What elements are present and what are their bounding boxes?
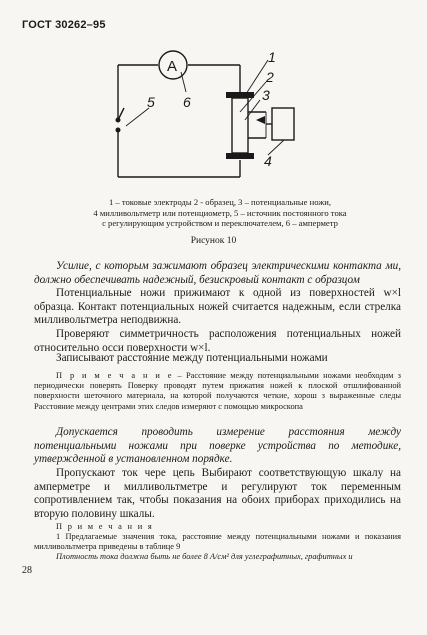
paragraph-potential-knives: Потенциальные ножи прижимают к одной из поверхностей w×l образца. Контакт потенциальных ножей считается надежным, если стрелка милливольтметра неподвижна. [34,287,401,327]
label-4: 4 [264,153,272,169]
notes-2-label: П р и м е ч а н и я [56,522,154,531]
ammeter-label: A [167,58,178,75]
label-5: 5 [147,94,155,110]
caption-line-2: 4 милливольтметр или потенциометр, 5 – источник постоянного тока [93,207,347,218]
specimen-rect [232,98,248,153]
circuit-diagram [0,40,427,200]
figure-caption [40,197,400,229]
paragraph-symmetry-check: Проверяют симметричность расположения потенциальных ножей относительно осси поверхности w×l. [34,328,401,354]
document-header: ГОСТ 30262–95 [22,19,106,31]
paragraph-verification: Допускается проводить измерение расстояния между потенциальными ножами при поверке устройства по методике, утвержденной в установленном порядке. [34,426,401,466]
label-6: 6 [183,94,191,110]
switch-contact-bottom [116,128,121,133]
notes-2-item-2: Плотность тока должна быть не более 8 А/см² для углеграфитных, графитных и [56,552,353,561]
leader-5 [126,108,149,126]
notes-2-item-1: 1 Предлагаемые значения тока, расстояние между потенциальными ножами и показания милливольтметра приведены в таблице 9 [34,532,401,552]
paragraph-clamping-force: Усилие, с которым зажимают образец электрическими контакта ми, должно обеспечивать надежный, безискровый контакт с образцом [34,260,401,286]
probe-arrow [256,116,265,124]
millivoltmeter-box [272,108,294,140]
note-1-text: – Расстояние между потенциальными ножами необходим з периодически поверять Поверку проводят путем прижатия ножей к плоской отшлифованной поверхности шеточного материала, на которой получаются четкие, хорош з выраженные следы Расстояние между центрами этих следов измеряют с помощью микроскопа [34,371,401,411]
label-3: 3 [262,87,270,103]
current-electrode-top [226,92,254,98]
note-1-label: П р и м е ч а н и е [56,371,174,380]
paragraph-record-distance: Записывают расстояние между потенциальными ножами [56,352,328,364]
label-2: 2 [266,69,274,85]
figure-title: Рисунок 10 [190,236,237,246]
caption-line-1: 1 – токовые электроды 2 - образец, 3 – потенциальные ножи, [108,197,332,207]
paragraph-pass-current: Пропускают ток чере цепь Выбирают соответствующую шкалу на амперметре и милливольтметре и регулируют ток переменным сопротивлением так, чтобы показания на обоих приборах приходились на вторую половину шкалы. [34,467,401,520]
switch-contact-top [116,118,121,123]
page-number: 28 [22,565,32,576]
current-electrode-bottom [226,153,254,159]
label-1: 1 [268,49,276,65]
note-1 [34,371,401,412]
caption-line-3: с регулирующим устройством и переключателем, 6 – амперметр [102,218,338,228]
